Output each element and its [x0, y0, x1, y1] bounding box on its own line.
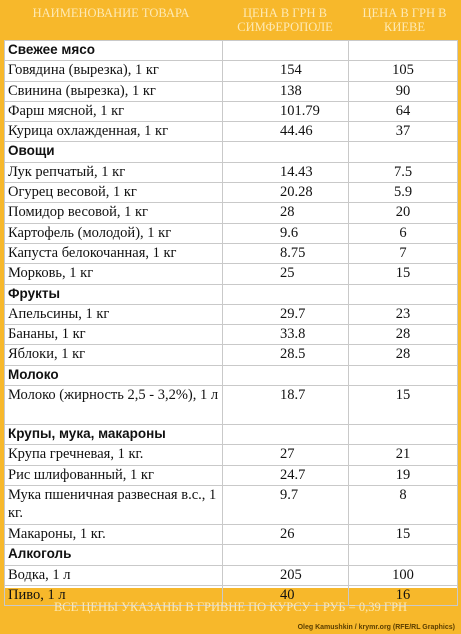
product-name: Мука пшеничная развесная в.с., 1 кг. — [5, 485, 223, 524]
price-simferopol: 138 — [223, 81, 349, 101]
price-simferopol: 205 — [223, 565, 349, 585]
empty-cell — [223, 142, 349, 162]
section-header-row — [5, 284, 458, 304]
product-name: Лук репчатый, 1 кг — [5, 162, 223, 182]
section-title: Овощи — [5, 142, 223, 162]
table-row — [5, 445, 458, 465]
price-kiev: 5.9 — [349, 183, 458, 203]
price-kiev: 28 — [349, 345, 458, 365]
price-simferopol: 25 — [223, 264, 349, 284]
empty-cell — [223, 284, 349, 304]
footer — [0, 590, 461, 634]
product-name: Молоко (жирность 2,5 - 3,2%), 1 л — [5, 386, 223, 425]
price-kiev: 15 — [349, 386, 458, 425]
price-kiev: 20 — [349, 203, 458, 223]
table-row — [5, 264, 458, 284]
price-kiev: 37 — [349, 122, 458, 142]
price-simferopol: 20.28 — [223, 183, 349, 203]
price-simferopol: 9.7 — [223, 485, 349, 524]
table-row — [5, 61, 458, 81]
empty-cell — [223, 425, 349, 445]
product-name: Рис шлифованный, 1 кг — [5, 465, 223, 485]
price-kiev: 8 — [349, 485, 458, 524]
price-kiev: 15 — [349, 264, 458, 284]
product-name: Крупа гречневая, 1 кг. — [5, 445, 223, 465]
price-kiev: 100 — [349, 565, 458, 585]
price-kiev: 19 — [349, 465, 458, 485]
price-simferopol: 101.79 — [223, 101, 349, 121]
price-kiev: 23 — [349, 304, 458, 324]
product-name: Морковь, 1 кг — [5, 264, 223, 284]
price-kiev: 15 — [349, 524, 458, 544]
price-simferopol: 29.7 — [223, 304, 349, 324]
price-simferopol: 40 — [223, 585, 349, 605]
header-kiev-price: ЦЕНА В ГРН В КИЕВЕ — [362, 6, 447, 34]
header-product: НАИМЕНОВАНИЕ ТОВАРА — [32, 6, 190, 20]
table-row — [5, 304, 458, 324]
product-name: Водка, 1 л — [5, 565, 223, 585]
product-name: Свинина (вырезка), 1 кг — [5, 81, 223, 101]
table-row — [5, 565, 458, 585]
section-title: Свежее мясо — [5, 41, 223, 61]
section-title: Молоко — [5, 365, 223, 385]
price-simferopol: 44.46 — [223, 122, 349, 142]
price-kiev: 21 — [349, 445, 458, 465]
price-kiev: 28 — [349, 325, 458, 345]
price-simferopol: 33.8 — [223, 325, 349, 345]
empty-cell — [223, 545, 349, 565]
price-simferopol: 18.7 — [223, 386, 349, 425]
price-simferopol: 28 — [223, 203, 349, 223]
table-row — [5, 122, 458, 142]
section-header-row — [5, 365, 458, 385]
header-simferopol-price: ЦЕНА В ГРН В СИМФЕРОПОЛЕ — [237, 6, 333, 34]
empty-cell — [223, 365, 349, 385]
table-row — [5, 345, 458, 365]
product-name: Помидор весовой, 1 кг — [5, 203, 223, 223]
table-row — [5, 325, 458, 345]
product-name: Говядина (вырезка), 1 кг — [5, 61, 223, 81]
product-name: Курица охлажденная, 1 кг — [5, 122, 223, 142]
empty-cell — [223, 41, 349, 61]
section-header-row — [5, 545, 458, 565]
price-simferopol: 28.5 — [223, 345, 349, 365]
empty-cell — [349, 545, 458, 565]
price-kiev: 105 — [349, 61, 458, 81]
section-title: Фрукты — [5, 284, 223, 304]
table-row — [5, 524, 458, 544]
price-kiev: 7.5 — [349, 162, 458, 182]
product-name: Бананы, 1 кг — [5, 325, 223, 345]
product-name: Макароны, 1 кг. — [5, 524, 223, 544]
product-name: Фарш мясной, 1 кг — [5, 101, 223, 121]
table-row — [5, 162, 458, 182]
empty-cell — [349, 425, 458, 445]
empty-cell — [349, 365, 458, 385]
product-name: Апельсины, 1 кг — [5, 304, 223, 324]
price-simferopol: 14.43 — [223, 162, 349, 182]
product-name: Капуста белокочанная, 1 кг — [5, 243, 223, 263]
section-title: Крупы, мука, макароны — [5, 425, 223, 445]
currency-note: ВСЕ ЦЕНЫ УКАЗАНЫ В ГРИВНЕ ПО КУРСУ 1 РУБ = 0,39 ГРН — [53, 600, 408, 614]
product-name: Огурец весовой, 1 кг — [5, 183, 223, 203]
product-name: Пиво, 1 л — [5, 585, 223, 605]
price-simferopol: 154 — [223, 61, 349, 81]
empty-cell — [349, 284, 458, 304]
table-header — [0, 0, 461, 40]
product-name: Картофель (молодой), 1 кг — [5, 223, 223, 243]
price-table — [4, 40, 457, 603]
table-row — [5, 101, 458, 121]
table-row — [5, 243, 458, 263]
section-title: Алкоголь — [5, 545, 223, 565]
table-row — [5, 203, 458, 223]
price-simferopol: 24.7 — [223, 465, 349, 485]
table-row — [5, 223, 458, 243]
table-row — [5, 465, 458, 485]
product-name: Яблоки, 1 кг — [5, 345, 223, 365]
empty-cell — [349, 142, 458, 162]
price-kiev: 16 — [349, 585, 458, 605]
table-row — [5, 183, 458, 203]
empty-cell — [349, 41, 458, 61]
price-simferopol: 26 — [223, 524, 349, 544]
credit: Oleg Kamushkin / krymr.org (RFE/RL Graphics) — [297, 624, 455, 631]
table-row — [5, 81, 458, 101]
price-simferopol: 27 — [223, 445, 349, 465]
price-simferopol: 9.6 — [223, 223, 349, 243]
section-header-row — [5, 41, 458, 61]
price-kiev: 7 — [349, 243, 458, 263]
table-row — [5, 485, 458, 524]
section-header-row — [5, 142, 458, 162]
section-header-row — [5, 425, 458, 445]
price-kiev: 90 — [349, 81, 458, 101]
price-kiev: 6 — [349, 223, 458, 243]
price-kiev: 64 — [349, 101, 458, 121]
price-simferopol: 8.75 — [223, 243, 349, 263]
table-row — [5, 386, 458, 425]
